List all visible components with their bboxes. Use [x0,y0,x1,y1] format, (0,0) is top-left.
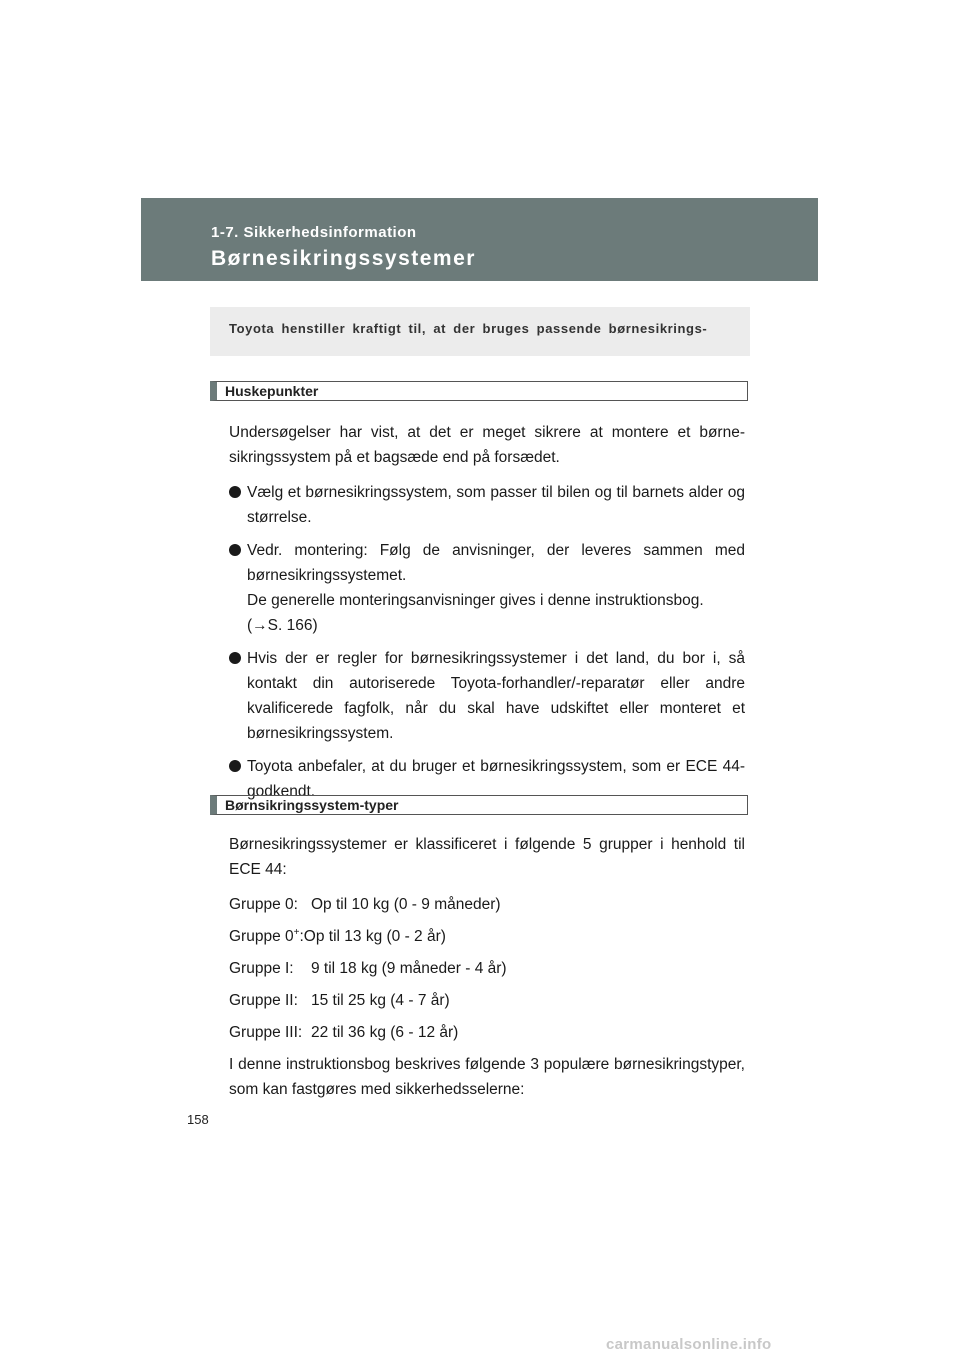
watermark: carmanualsonline.info [606,1336,772,1353]
group-label: Gruppe 0: [229,896,298,913]
bullet-text: Toyota anbefaler, at du bruger et børnesikringssystem, som er ECE 44-godkendt. [247,758,745,800]
bullet-extra-text: De generelle monteringsanvisninger gives i denne instruktionsbog. [247,592,704,609]
bullet-list [229,480,745,804]
group-label: Gruppe I: [229,960,294,977]
bullet-text: Vedr. montering: Følg de anvisninger, der leveres sammen med børnesikringssystemet. [247,542,745,584]
group-label: Gruppe 0+: [229,926,304,945]
list-item [229,646,745,746]
group-value: Op til 13 kg (0 - 2 år) [303,928,446,945]
intro-text: Toyota henstiller kraftigt til, at der bruges passende børnesikrings- [229,321,708,336]
group-value: Op til 10 kg (0 - 9 måneder) [311,896,501,913]
group-row [229,988,745,1013]
group-value: 9 til 18 kg (9 måneder - 4 år) [311,960,507,977]
bullet-text: Hvis der er regler for børnesikringssystemer i det land, du bor i, så kontakt din autoriserede Toyota-forhandler/-reparatør eller andre kvalificerede fagfolk, når du skal have udskiftet eller monteret et børnesikringssystem. [247,650,745,742]
group-value: 15 til 25 kg (4 - 7 år) [311,992,450,1009]
group-row [229,956,745,981]
group-row [229,892,745,917]
section2-content [229,832,745,1112]
intro-box [210,307,750,356]
page-title: Børnesikringssystemer [211,247,476,270]
group-label: Gruppe II: [229,992,298,1009]
group-value: 22 til 36 kg (6 - 12 år) [311,1024,459,1041]
section1-paragraph: Undersøgelser har vist, at det er meget sikrere at montere et børnesikringssystem på et bagsæde end på forsædet. [229,424,745,466]
bullet-dot-icon [229,486,241,498]
subheading-systemtyper [210,795,748,815]
section2-paragraph: Børnesikringssystemer er klassificeret i følgende 5 grupper i henhold til ECE 44: [229,836,745,878]
list-item [229,480,745,530]
group-label: Gruppe III: [229,1024,303,1041]
page-reference-link[interactable]: (→S. 166) [247,617,318,634]
bullet-dot-icon [229,652,241,664]
subheading-label: Huskepunkter [225,383,319,399]
subheading-huskepunkter [210,381,748,401]
chapter-header [141,198,818,281]
subheading-label: Børnsikringssystem-typer [225,797,399,813]
group-row [229,1020,745,1045]
section-label: 1-7. Sikkerhedsinformation [211,224,417,241]
section1-content [229,420,745,812]
page-number: 158 [187,1112,209,1127]
bullet-dot-icon [229,544,241,556]
list-item [229,538,745,638]
closing-paragraph: I denne instruktionsbog beskrives følgende 3 populære børnesikringstyper, som kan fastgøres med sikkerhedsselerne: [229,1056,745,1098]
bullet-text: Vælg et børnesikringssystem, som passer til bilen og til barnets alder og størrelse. [247,484,745,526]
group-row [229,924,745,949]
bullet-dot-icon [229,760,241,772]
